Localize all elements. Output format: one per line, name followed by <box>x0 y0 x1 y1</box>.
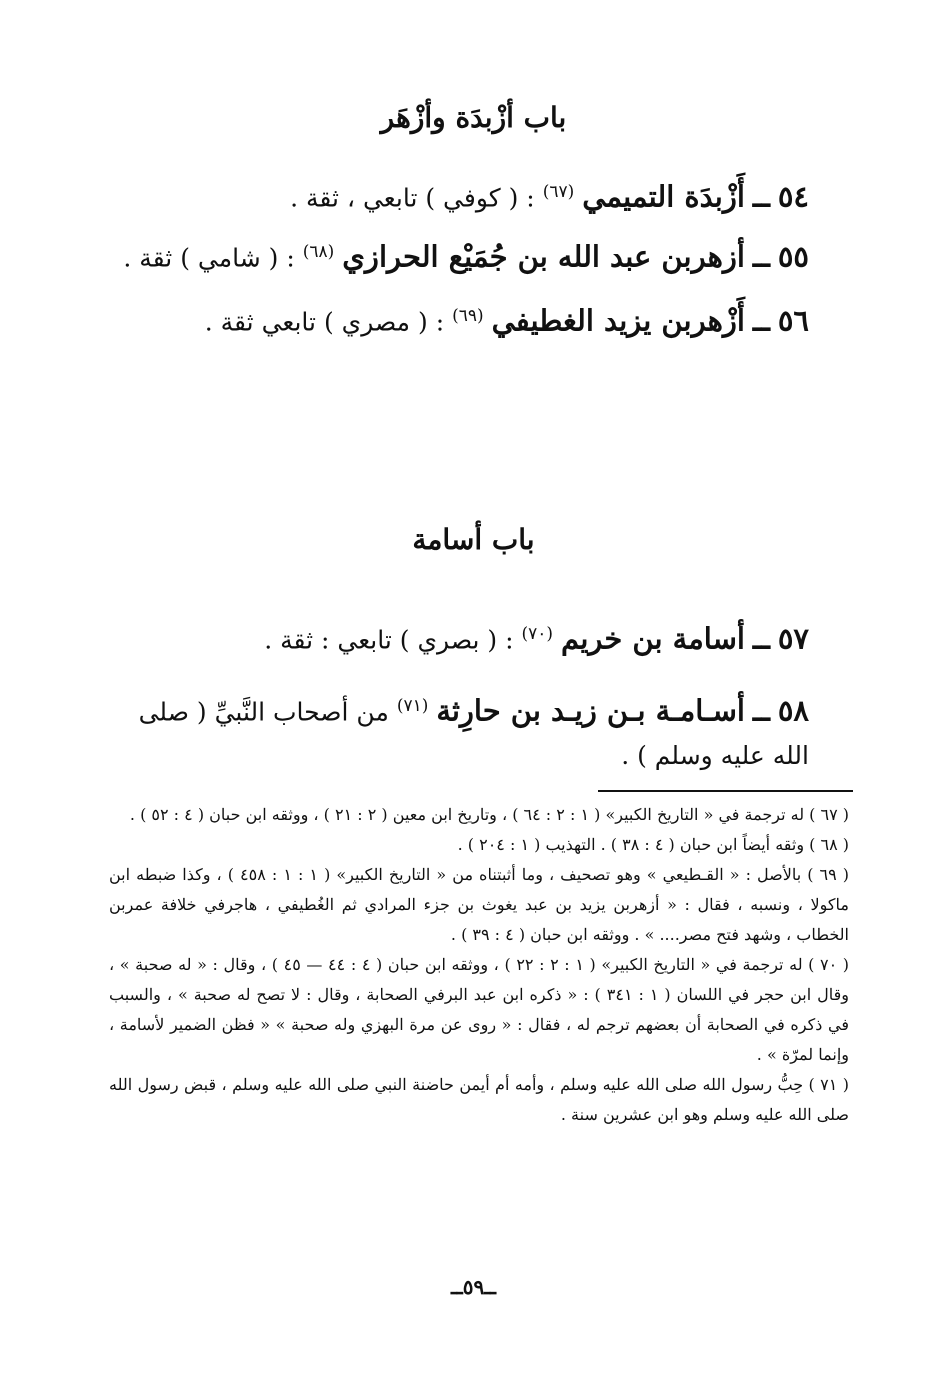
entry-name: أسـامـة بـن زيـد بن حارِثة <box>436 693 745 728</box>
entry-text: : ( بصري ) تابعي : ثقة . <box>264 625 514 655</box>
footnote-68: ( ٦٨ ) وثقه أيضاً ابن حبان ( ٤ : ٣٨ ) . التهذيب ( ١ : ٢٠٤ ) . <box>457 835 849 854</box>
entry-55: ٥٥ ــ أزهربن عبد الله بن جُمَيْع الحرازي $^{(٦٨)}$ : ( شامي ) ثقة . <box>123 239 809 274</box>
section-heading: باب أسامة <box>412 523 535 556</box>
footnote-ref: (٦٩) <box>452 306 484 326</box>
entry-58: ٥٨ ــ أسـامـة بـن زيـد بن حارِثة $^{(٧١)}$ من أصحاب النَّبيِّ ( صلى الله عليه وسلم ) . <box>138 693 809 771</box>
entry-56: ٥٦ ــ أَزْهربن يزيد الغطيفي $^{(٦٩)}$ : ( مصري ) تابعي ثقة . <box>204 303 809 338</box>
entry-name: أزهربن عبد الله بن جُمَيْع الحرازي <box>342 239 745 274</box>
footnote-71: ( ٧١ ) حِبُّ رسول الله صلى الله عليه وسلم ، وأمه أم أيمن حاضنة النبي صلى الله عليه وسلم ، قبض رسول الله صلى الله عليه وسلم وهو ابن عشرين سنة . <box>109 1075 850 1124</box>
entry-name: أسامة بن خريم <box>561 621 745 656</box>
entry-name: أَزْبدَة التميمي <box>582 179 745 214</box>
entry-text: : ( كوفي ) تابعي ، ثقة . <box>290 183 535 213</box>
entry-number: ٥٥ <box>777 239 809 274</box>
entry-number: ٥٤ <box>777 179 809 214</box>
footnote-ref: (٧٠) <box>521 624 554 644</box>
entry-number: ٥٦ <box>777 303 809 338</box>
entry-54: ٥٤ ــ أَزْبدَة التميمي $^{(٦٧)}$ : ( كوفي ) تابعي ، ثقة . <box>290 179 809 214</box>
footnotes <box>109 800 849 1130</box>
entry-number: ٥٧ <box>777 621 809 656</box>
section-heading: باب أزْبدَة وأزْهَر <box>380 101 567 134</box>
entry-number: ٥٨ <box>777 693 809 728</box>
footnote-ref: (٦٧) <box>542 182 575 202</box>
entry-text: من أصحاب النَّبيِّ ( صلى الله عليه وسلم ) . <box>138 697 809 771</box>
footnote-69: ( ٦٩ ) بالأصل : « القـطيعي » وهو تصحيف ، وما أثبتناه من « التاريخ الكبير» ( ١ : ١ : ٤٥٨ ) ، وكذا ضبطه ابن ماكولا ، ونسبه ، فقال : « أزهربن يزيد بن عبد يغوث بن جزء المرادي ثم الغُطيفي ، هاجرفي خلافة عمربن الخطاب ، وشهد فتح مصر.... » . ووثقه ابن حبان ( ٤ : ٣٩ ) . <box>109 865 850 944</box>
footnote-ref: (٦٨) <box>302 242 335 262</box>
footnote-ref: (٧١) <box>396 696 429 716</box>
footnote-separator <box>598 790 853 792</box>
entry-57: ٥٧ ــ أسامة بن خريم $^{(٧٠)}$ : ( بصري ) تابعي : ثقة . <box>264 621 809 656</box>
entry-name: أَزْهربن يزيد الغطيفي <box>491 303 745 338</box>
entry-text: : ( شامي ) ثقة . <box>123 243 295 273</box>
footnote-70: ( ٧٠ ) له ترجمة في « التاريخ الكبير» ( ١ : ٢ : ٢٢ ) ، ووثقه ابن حبان ( ٤ : ٤٤ — ٤٥ ) ، وقال : « له صحبة » ، وقال ابن حجر في اللسان ( ١ : ٣٤١ ) : « ذكره ابن عبد البرفي الصحابة ، وقال : لا تصح له صحبة » ، والسبب في ذكره في الصحابة أن بعضهم ترجم له ، فقال : « روى عن مرة البهزي وله صحبة » « فظن الضمير لأسامة ، وإنما لمرّة » . <box>109 955 850 1064</box>
footnote-67: ( ٦٧ ) له ترجمة في « التاريخ الكبير» ( ١ : ٢ : ٦٤ ) ، وتاريخ ابن معين ( ٢ : ٢١ ) ، ووثقه ابن حبان ( ٤ : ٥٢ ) . <box>129 805 849 824</box>
page-number: ــ٥٩ــ <box>451 1275 496 1299</box>
entry-text: : ( مصري ) تابعي ثقة . <box>204 307 445 337</box>
